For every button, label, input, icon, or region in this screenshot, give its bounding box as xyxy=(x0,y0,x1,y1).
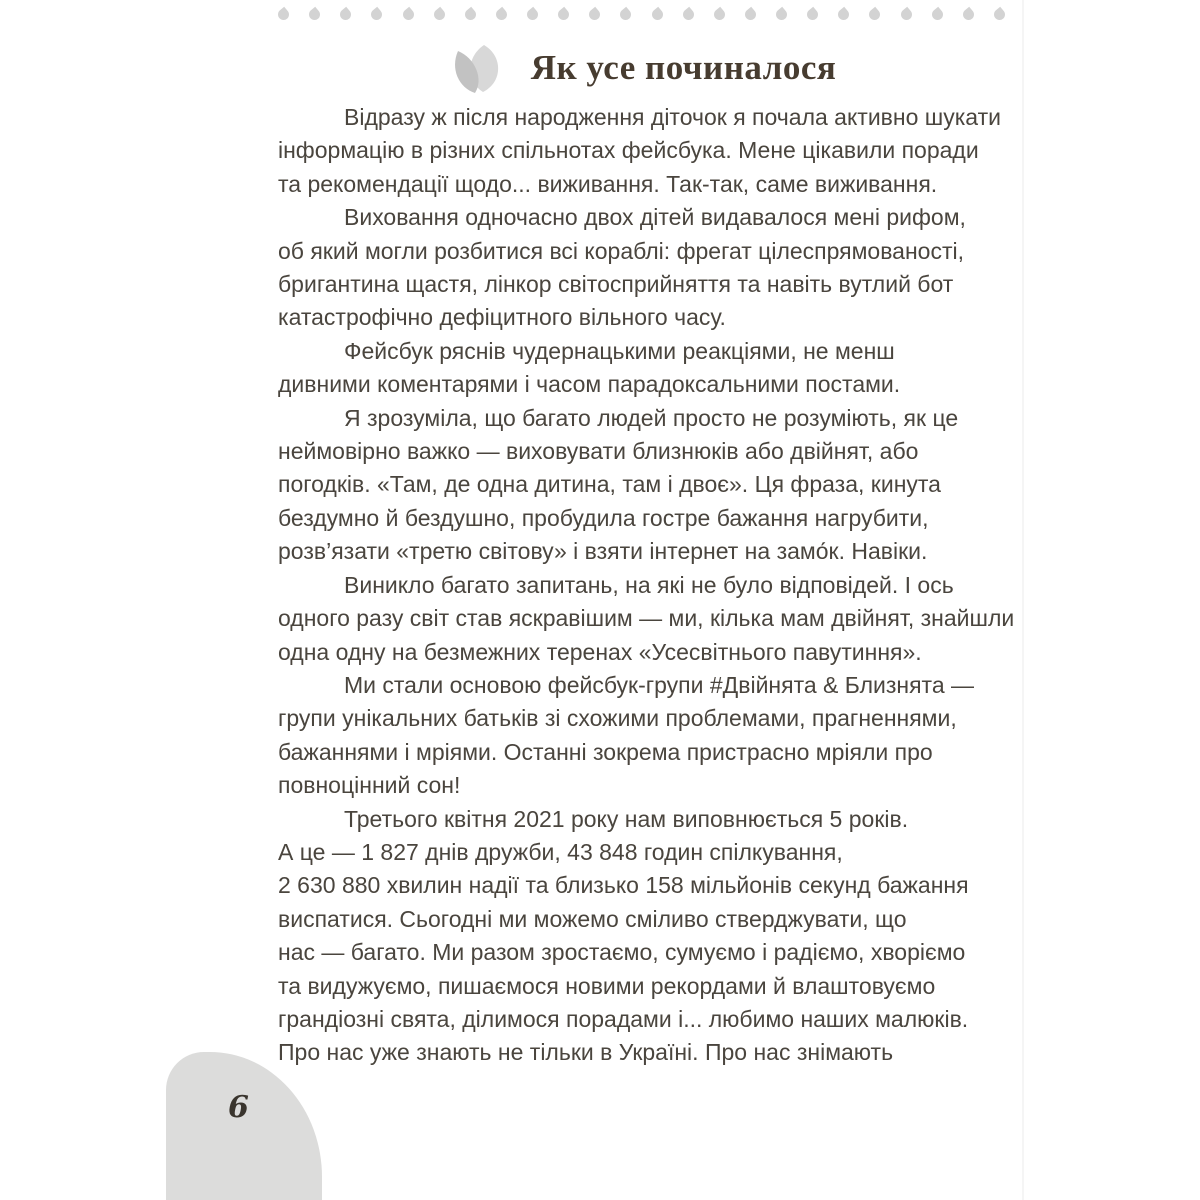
text-line: та рекомендації щодо... виживання. Так-так, саме виживання. xyxy=(278,170,938,197)
text-line: розв’язати «третю світову» і взяти інтернет на замо́к. Навіки. xyxy=(278,538,928,565)
text-line: групи унікальних батьків зі схожими проблемами, прагненнями, xyxy=(278,705,957,732)
drop-icon xyxy=(743,7,758,22)
paragraph xyxy=(278,201,1008,335)
drop-icon xyxy=(369,7,384,22)
text-line: грандіозні свята, ділимося порадами і... любимо наших малюків. xyxy=(278,1005,969,1032)
paragraph xyxy=(278,803,1008,1070)
drop-icon xyxy=(929,7,944,22)
chapter-header xyxy=(278,40,1005,96)
page-number: 6 xyxy=(228,1090,249,1125)
drop-icon xyxy=(400,7,415,22)
drop-icon xyxy=(618,7,633,22)
drop-icon xyxy=(992,7,1007,22)
drop-icon xyxy=(525,7,540,22)
text-line: повноцінний сон! xyxy=(278,772,461,799)
drop-icon xyxy=(898,7,913,22)
text-line: одна одну на безмежних теренах «Усесвітнього павутиння». xyxy=(278,638,922,665)
drop-icon xyxy=(463,7,478,22)
text-line: Відразу ж після народження діточок я почала активно шукати xyxy=(344,104,1001,130)
text-line: інформацію в різних спільнотах фейсбука. Мене цікавили поради xyxy=(278,137,979,164)
paragraph xyxy=(278,101,1008,201)
drop-icon xyxy=(494,7,509,22)
text-line: одного разу світ став яскравішим — ми, кілька мам двійнят, знайшли xyxy=(278,605,1015,632)
page-number-blob xyxy=(166,1052,322,1200)
double-leaf-icon xyxy=(447,42,517,94)
page-edge-line xyxy=(1022,0,1024,1200)
drop-icon xyxy=(649,7,664,22)
paragraph xyxy=(278,569,1015,669)
text-line: бажаннями і мріями. Останні зокрема пристрасно мріяли про xyxy=(278,738,933,765)
drop-icon xyxy=(307,7,322,22)
text-line: Фейсбук ряснів чудернацькими реакціями, не менш xyxy=(344,337,895,364)
drop-icon xyxy=(836,7,851,22)
text-line: 2 630 880 хвилин надії та близько 158 мільйонів секунд бажання xyxy=(278,872,969,899)
text-line: Виникло багато запитань, на які не було відповідей. І ось xyxy=(344,571,954,598)
body-text xyxy=(278,101,1015,1070)
paragraph xyxy=(278,669,1008,803)
text-line: дивними коментарями і часом парадоксальними постами. xyxy=(278,371,901,398)
text-line: Я зрозуміла, що багато людей просто не розуміють, як це xyxy=(344,404,959,431)
drop-icon xyxy=(431,7,446,22)
text-line: Ми стали основою фейсбук-групи #Двійнята & Близнята — xyxy=(344,671,975,698)
drop-icon xyxy=(276,7,291,22)
drop-icon xyxy=(338,7,353,22)
text-line: Виховання одночасно двох дітей видавалося мені рифом, xyxy=(344,204,966,231)
ornament-drop-row xyxy=(278,4,1005,26)
paragraph xyxy=(278,335,1008,402)
drop-icon xyxy=(867,7,882,22)
text-line: нас — багато. Ми разом зростаємо, сумуємо і радіємо, хворіємо xyxy=(278,939,966,966)
paragraph xyxy=(278,402,1008,569)
text-line: погодків. «Там, де одна дитина, там і двоє». Ця фраза, кинута xyxy=(278,471,941,498)
text-line: та видужуємо, пишаємося новими рекордами й влаштовуємо xyxy=(278,972,936,999)
text-line: Про нас уже знають не тільки в Україні. Про нас знімають xyxy=(278,1039,894,1066)
drop-icon xyxy=(587,7,602,22)
drop-icon xyxy=(556,7,571,22)
text-line: об який могли розбитися всі кораблі: фрегат цілеспрямованості, xyxy=(278,237,964,264)
text-line: А це — 1 827 днів дружби, 43 848 годин спілкування, xyxy=(278,838,843,865)
page-title: Як усе починалося xyxy=(530,48,837,87)
drop-icon xyxy=(961,7,976,22)
text-line: катастрофічно дефіцитного вільного часу. xyxy=(278,304,726,331)
drop-icon xyxy=(805,7,820,22)
text-line: виспатися. Сьогодні ми можемо сміливо стверджувати, що xyxy=(278,905,907,932)
drop-icon xyxy=(680,7,695,22)
drop-icon xyxy=(774,7,789,22)
text-line: Третього квітня 2021 року нам виповнюється 5 років. xyxy=(344,805,909,832)
drop-icon xyxy=(712,7,727,22)
text-line: бездумно й бездушно, пробудила гостре бажання нагрубити, xyxy=(278,504,929,531)
text-line: бригантина щастя, лінкор світосприйняття та навіть вутлий бот xyxy=(278,271,954,298)
text-line: неймовірно важко — виховувати близнюків або двійнят, або xyxy=(278,438,919,465)
